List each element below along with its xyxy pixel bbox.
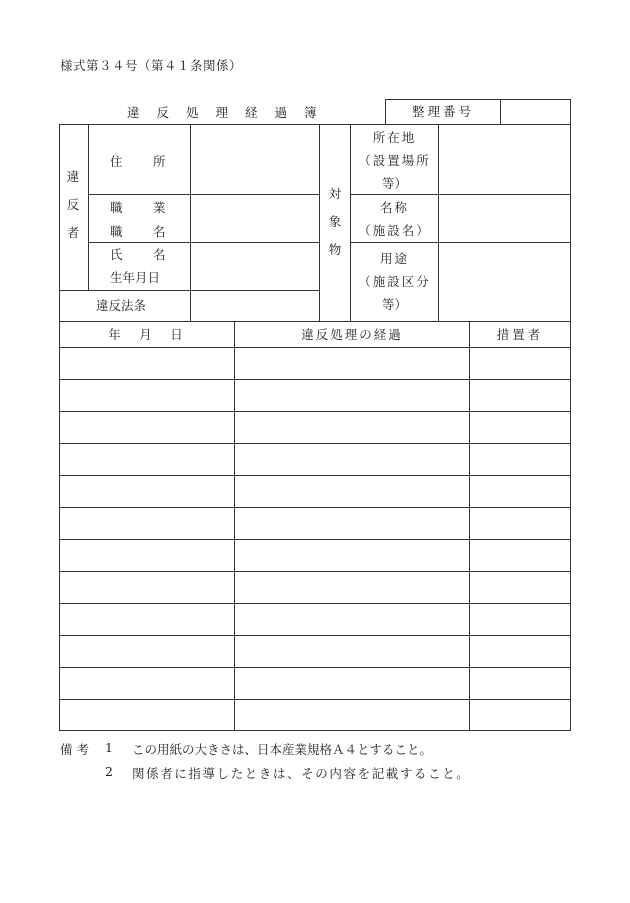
log-handler-cell[interactable] (471, 445, 569, 473)
log-handler-cell[interactable] (471, 509, 569, 537)
log-date-cell[interactable] (61, 349, 232, 377)
log-progress-cell[interactable] (236, 349, 467, 377)
law-label: 違反法条 (96, 298, 147, 313)
location-label-3: 等） (381, 176, 407, 191)
form-title: 違反処理経過簿 (127, 105, 334, 120)
log-date-cell[interactable] (61, 669, 232, 697)
log-date-cell[interactable] (61, 509, 232, 537)
remark-1-num: 1 (105, 740, 113, 755)
log-row-divider (59, 443, 571, 444)
use-field[interactable] (440, 244, 569, 320)
log-date-cell[interactable] (61, 413, 232, 441)
log-progress-cell[interactable] (236, 477, 467, 505)
location-field[interactable] (440, 126, 569, 192)
log-row-divider (59, 667, 571, 668)
job-title-label-2: 名 (153, 224, 166, 239)
address-field[interactable] (192, 126, 317, 192)
log-progress-cell[interactable] (236, 573, 467, 601)
log-row-divider (59, 635, 571, 636)
ihansha-side-label: 違 反 者 (66, 169, 80, 240)
seiri-bango-label: 整理番号 (412, 104, 475, 119)
log-date-cell[interactable] (61, 445, 232, 473)
use-label-1: 用途 (379, 251, 409, 266)
log-row-divider (59, 411, 571, 412)
use-label-3: 等） (381, 297, 407, 312)
log-progress-cell[interactable] (236, 669, 467, 697)
remark-1-text: この用紙の大きさは、日本産業規格Ａ４とすること。 (132, 742, 433, 757)
log-row-divider (59, 603, 571, 604)
remark-2-text: 関係者に指導したときは、その内容を記載すること。 (132, 766, 471, 781)
log-progress-cell[interactable] (236, 605, 467, 633)
log-row-divider (59, 507, 571, 508)
log-date-cell[interactable] (61, 605, 232, 633)
log-handler-cell[interactable] (471, 477, 569, 505)
use-label-2: （施設区分 (358, 274, 431, 289)
facility-name-label-2: （施設名） (358, 223, 431, 238)
log-header-date: 年 月 日 (108, 327, 186, 342)
job-title-label-1: 職 (110, 224, 123, 239)
occupation-label-1: 職 (110, 200, 123, 215)
log-row-divider (59, 475, 571, 476)
log-date-cell[interactable] (61, 637, 232, 665)
log-progress-cell[interactable] (236, 445, 467, 473)
address-label-1: 住 (110, 154, 123, 169)
address-label-2: 所 (153, 154, 166, 169)
log-progress-cell[interactable] (236, 637, 467, 665)
seiri-bango-field[interactable] (502, 101, 568, 123)
name-field[interactable] (192, 244, 317, 288)
log-handler-cell[interactable] (471, 605, 569, 633)
log-date-cell[interactable] (61, 573, 232, 601)
location-label-2: （設置場所 (358, 153, 431, 168)
log-progress-cell[interactable] (236, 381, 467, 409)
taishobutsu-side-label: 対 象 物 (328, 186, 342, 257)
log-handler-cell[interactable] (471, 413, 569, 441)
log-progress-cell[interactable] (236, 701, 467, 729)
log-date-cell[interactable] (61, 541, 232, 569)
log-handler-cell[interactable] (471, 637, 569, 665)
log-date-cell[interactable] (61, 701, 232, 729)
log-handler-cell[interactable] (471, 701, 569, 729)
log-header-progress: 違反処理の経過 (301, 327, 403, 342)
log-handler-cell[interactable] (471, 381, 569, 409)
location-label-1: 所在地 (372, 130, 417, 145)
form-number: 様式第３４号（第４１条関係） (60, 58, 243, 73)
birth-label: 生年月日 (110, 270, 161, 285)
log-handler-cell[interactable] (471, 541, 569, 569)
log-handler-cell[interactable] (471, 669, 569, 697)
log-handler-cell[interactable] (471, 573, 569, 601)
log-date-cell[interactable] (61, 381, 232, 409)
log-progress-cell[interactable] (236, 509, 467, 537)
occupation-field[interactable] (192, 196, 317, 240)
remarks-label: 備考 (60, 742, 94, 757)
name-label-1: 氏 (110, 247, 123, 262)
log-row-divider (59, 699, 571, 700)
law-field[interactable] (192, 292, 317, 320)
log-date-cell[interactable] (61, 477, 232, 505)
log-row-divider (59, 379, 571, 380)
occupation-label-2: 業 (153, 200, 166, 215)
log-progress-cell[interactable] (236, 541, 467, 569)
log-header-handler: 措置者 (496, 327, 544, 342)
facility-name-label-1: 名称 (379, 200, 409, 215)
remark-2-num: 2 (105, 764, 113, 779)
name-label-2: 名 (153, 247, 166, 262)
facility-name-field[interactable] (440, 196, 569, 240)
log-handler-cell[interactable] (471, 349, 569, 377)
log-row-divider (59, 539, 571, 540)
log-progress-cell[interactable] (236, 413, 467, 441)
log-row-divider (59, 571, 571, 572)
